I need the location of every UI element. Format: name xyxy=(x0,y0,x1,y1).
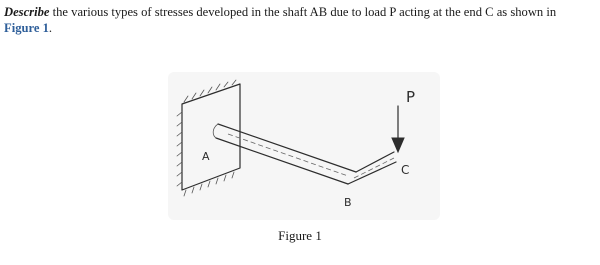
wall-hatching-left xyxy=(177,112,182,186)
question-end: . xyxy=(48,21,53,35)
label-p: P xyxy=(406,88,416,106)
shaft-ab xyxy=(216,124,356,184)
label-b: B xyxy=(344,196,352,209)
figure-caption: Figure 1 xyxy=(278,228,322,243)
shaft-ab-centerline xyxy=(228,134,348,176)
label-a: A xyxy=(202,150,210,163)
shaft-root xyxy=(213,124,218,138)
wall-hatching-bottom xyxy=(184,172,234,196)
question-text xyxy=(4,4,594,36)
arm-bc xyxy=(348,152,396,184)
fixed-wall xyxy=(182,84,240,190)
label-c: C xyxy=(401,163,410,177)
question-emphasis: Describe xyxy=(4,5,50,19)
shaft-sketch-figure xyxy=(168,72,440,220)
question-body: the various types of stresses developed in the shaft AB due to load P acting at the end C as shown in xyxy=(49,5,557,19)
load-arrow-head xyxy=(392,138,404,152)
shaft-sketch xyxy=(168,72,440,220)
figure-reference-link[interactable]: Figure 1 xyxy=(4,21,49,35)
wall-hatching-top xyxy=(184,80,236,102)
arm-bc-centerline xyxy=(354,158,394,178)
